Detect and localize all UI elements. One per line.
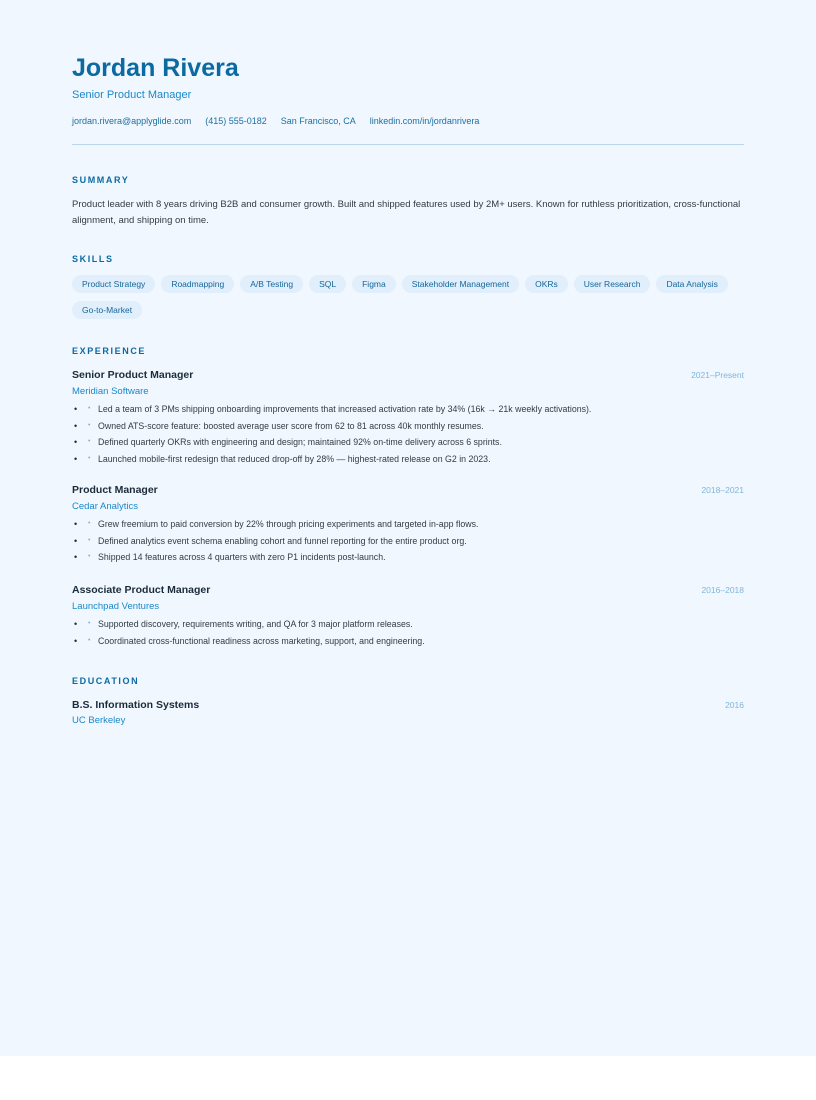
contact-email[interactable]: jordan.rivera@applyglide.com bbox=[72, 116, 192, 126]
contact-linkedin[interactable]: linkedin.com/in/jordanrivera bbox=[369, 116, 480, 126]
job-dates: 2018–2021 bbox=[701, 485, 744, 495]
job-bullets bbox=[72, 401, 591, 467]
education-heading: EDUCATION bbox=[72, 676, 140, 686]
contact-location: San Francisco, CA bbox=[280, 116, 356, 126]
graduation-year: 2016 bbox=[725, 700, 744, 710]
skill-chip: Figma bbox=[352, 275, 396, 293]
job-title: Product Manager bbox=[72, 484, 158, 496]
job-bullet: • Led a team of 3 PMs shipping onboarding improvements that increased activation rate by 34% (16k → 21k weekly activations). • bbox=[72, 401, 591, 418]
job-bullet: • Owned ATS-score feature: boosted average user score from 62 to 81 across 40k monthly resumes. • bbox=[72, 418, 591, 435]
job-bullet: • Grew freemium to paid conversion by 22% through pricing experiments and targeted in-app flows. • bbox=[72, 516, 478, 533]
job-bullet: • Supported discovery, requirements writing, and QA for 3 major platform releases. • bbox=[72, 616, 425, 633]
job-bullet: • Shipped 14 features across 4 quarters with zero P1 incidents post-launch. • bbox=[72, 549, 478, 566]
job-title: Senior Product Manager bbox=[72, 369, 194, 381]
header-divider bbox=[72, 144, 744, 145]
contact-line bbox=[72, 115, 493, 127]
job-bullets bbox=[72, 616, 425, 649]
skill-chip: SQL bbox=[309, 275, 346, 293]
job-dates: 2016–2018 bbox=[701, 585, 744, 595]
job-bullet: • Defined quarterly OKRs with engineering and design; maintained 92% on-time delivery across 6 sprints. • bbox=[72, 434, 591, 451]
skill-chip: OKRs bbox=[525, 275, 568, 293]
summary-heading: SUMMARY bbox=[72, 175, 130, 185]
skill-chip: A/B Testing bbox=[240, 275, 303, 293]
skill-chip: Roadmapping bbox=[161, 275, 234, 293]
summary-text: Product leader with 8 years driving B2B and consumer growth. Built and shipped features used by 2M+ users. Known for ruthless prioritization, cross-functional alignment, and shipping on time. bbox=[72, 199, 741, 226]
skill-chip: Product Strategy bbox=[72, 275, 155, 293]
skill-chip: User Research bbox=[574, 275, 651, 293]
school: UC Berkeley bbox=[72, 715, 126, 726]
job-company: Launchpad Ventures bbox=[72, 601, 160, 612]
skill-chip: Go-to-Market bbox=[72, 301, 142, 319]
job-company: Meridian Software bbox=[72, 386, 149, 397]
job-bullets bbox=[72, 516, 478, 566]
candidate-role: Senior Product Manager bbox=[72, 89, 192, 101]
candidate-name: Jordan Rivera bbox=[72, 54, 239, 82]
skill-chip: Data Analysis bbox=[656, 275, 728, 293]
degree: B.S. Information Systems bbox=[72, 699, 200, 711]
job-title: Associate Product Manager bbox=[72, 584, 211, 596]
job-bullet: • Launched mobile-first redesign that reduced drop-off by 28% — highest-rated release on G2 in 2023. • bbox=[72, 451, 591, 468]
skills-heading: SKILLS bbox=[72, 254, 114, 264]
job-company: Cedar Analytics bbox=[72, 501, 139, 512]
job-bullet: • Defined analytics event schema enabling cohort and funnel reporting for the entire product org. • bbox=[72, 533, 478, 550]
experience-heading: EXPERIENCE bbox=[72, 346, 147, 356]
job-dates: 2021–Present bbox=[691, 370, 744, 380]
job-bullet: • Coordinated cross-functional readiness across marketing, support, and engineering. • bbox=[72, 633, 425, 650]
contact-phone: (415) 555-0182 bbox=[205, 116, 267, 126]
skill-chip: Stakeholder Management bbox=[402, 275, 519, 293]
skills-list bbox=[72, 275, 744, 319]
